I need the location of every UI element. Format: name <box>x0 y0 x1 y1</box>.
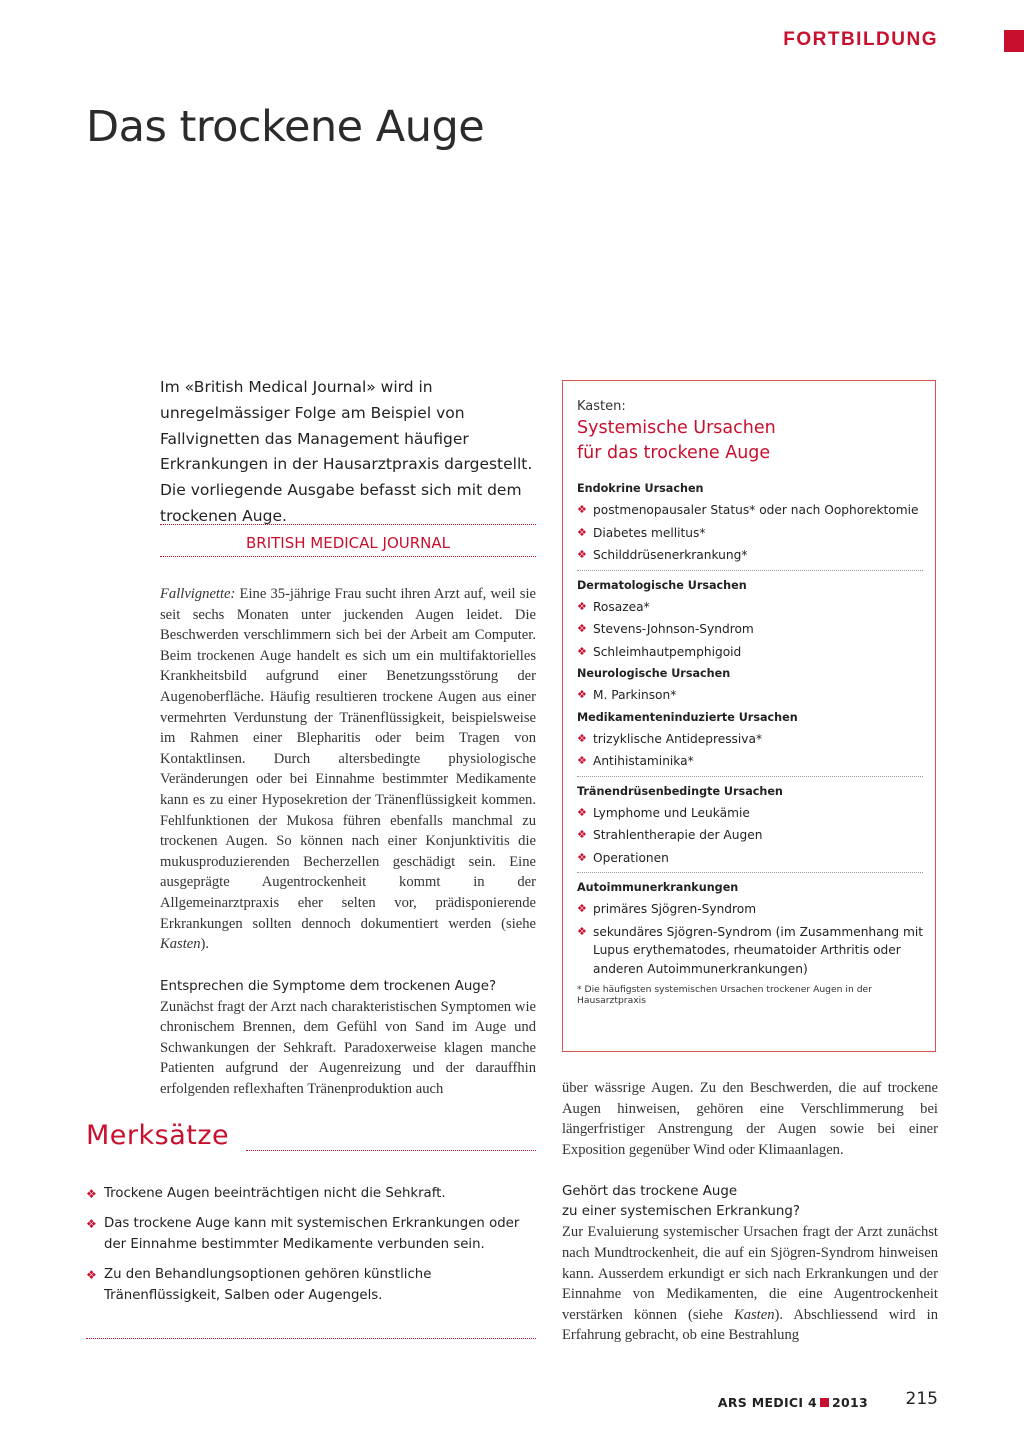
diamond-bullet-icon: ❖ <box>577 622 587 635</box>
diamond-bullet-icon: ❖ <box>86 1268 97 1282</box>
question-1-heading: Entsprechen die Symptome dem trockenen Auge? <box>160 978 497 994</box>
box-kicker: Kasten: <box>577 399 626 414</box>
diamond-bullet-icon: ❖ <box>577 525 587 539</box>
merksaetze-item: ❖ Das trockene Auge kann mit systemischen Erkrankungen oder der Einnahme bestimmter Medikamente verbunden sein. <box>86 1216 520 1252</box>
box-section-lacrimal <box>577 783 923 868</box>
divider-bottom <box>160 556 536 557</box>
footer-magazine-name: ARS MEDICI 4 <box>717 1395 817 1410</box>
merksaetze-title-rule <box>246 1150 536 1151</box>
question-1-text: Zunächst fragt der Arzt nach charakteristischen Symptomen wie chronischem Brennen, dem Gefühl von Sand im Auge und Schwankungen der Sehkraft. Paradoxerweise klagen manche Patienten aufgrund der Augenreizung und der darauffhin erfolgenden reflexhaften Tränenproduktion auch <box>160 998 536 1098</box>
merksaetze-item: ❖ Zu den Behandlungsoptionen gehören künstliche Tränenflüssigkeit, Salben oder Augengels. <box>86 1267 432 1303</box>
case-box-ref: Kasten <box>160 936 201 953</box>
lead-paragraph: Im «British Medical Journal» wird in unregelmässiger Folge am Beispiel von Fallvignetten das Management häufiger Erkrankungen in der Hausarztpraxis dargestellt. Die vorliegende Ausgabe befasst sich mit dem trockenen Auge. <box>160 378 533 525</box>
diamond-bullet-icon: ❖ <box>577 599 587 613</box>
diamond-bullet-icon: ❖ <box>577 805 587 819</box>
diamond-bullet-icon: ❖ <box>577 644 587 658</box>
box-divider <box>577 872 923 873</box>
box-section-dermatologic <box>577 577 923 662</box>
diamond-bullet-icon: ❖ <box>86 1217 97 1231</box>
question-2-heading-line-2: zu einer systemischen Erkrankung? <box>562 1204 800 1220</box>
diamond-bullet-icon: ❖ <box>86 1187 97 1201</box>
corner-marker <box>1004 30 1024 52</box>
box-list-item: ❖ primäres Sjögren-Syndrom <box>577 900 923 919</box>
box-list-item: ❖ Strahlentherapie der Augen <box>577 826 923 845</box>
diamond-bullet-icon: ❖ <box>577 850 587 864</box>
box-list-item: ❖ trizyklische Antidepressiva* <box>577 730 923 749</box>
divider-top <box>160 524 536 525</box>
page-number: 215 <box>905 1389 938 1409</box>
box-list-item: ❖ Stevens-Johnson-Syndrom <box>577 620 923 639</box>
box-list-item: ❖ postmenopausaler Status* oder nach Oophorektomie <box>577 501 923 520</box>
merksaetze-item: ❖ Trockene Augen beeinträchtigen nicht die Sehkraft. <box>86 1183 536 1204</box>
diamond-bullet-icon: ❖ <box>577 503 587 516</box>
footer-year: 2013 <box>832 1395 868 1410</box>
box-list-item: ❖ Operationen <box>577 849 923 868</box>
box-divider <box>577 776 923 777</box>
box-list-item: ❖ Antihistaminika* <box>577 752 923 771</box>
left-column <box>160 584 536 1100</box>
merksaetze-list <box>86 1183 536 1315</box>
merksaetze-bottom-rule <box>86 1338 536 1339</box>
box-list-item: ❖ Lymphome und Leukämie <box>577 804 923 823</box>
box-section-autoimmune <box>577 879 923 978</box>
box-section-heading: Autoimmunerkrankungen <box>577 881 739 894</box>
box-section-heading: Dermatologische Ursachen <box>577 578 747 592</box>
box-list-item: ❖ Schilddrüsenerkrankung* <box>577 546 923 565</box>
diamond-bullet-icon: ❖ <box>577 754 587 767</box>
diamond-bullet-icon: ❖ <box>577 548 587 561</box>
question-1-continuation: über wässrige Augen. Zu den Beschwerden, die auf trockene Augen hinweisen, gehören eine Verschlimmerung bei längerfristiger Anstrengung der Augen sowie bei einer Exposition gegenüber Wind oder Klimaanlagen. <box>562 1080 938 1158</box>
box-title-line-2: für das trockene Auge <box>577 443 771 463</box>
box-title-line-1: Systemische Ursachen <box>577 418 776 438</box>
diamond-bullet-icon: ❖ <box>577 731 587 745</box>
diamond-bullet-icon: ❖ <box>577 828 587 841</box>
box-footnote: * Die häufigsten systemischen Ursachen trockener Augen in der Hausarztpraxis <box>577 984 872 1006</box>
box-list-item: ❖ Rosazea* <box>577 598 923 617</box>
footer-square-icon <box>820 1398 829 1407</box>
box-section-heading: Medikamenteninduzierte Ursachen <box>577 710 798 724</box>
q2-box-ref: Kasten <box>733 1306 775 1323</box>
source-label: BRITISH MEDICAL JOURNAL <box>245 534 451 552</box>
box-section-medication <box>577 709 923 771</box>
diamond-bullet-icon: ❖ <box>577 924 587 938</box>
box-list-item: ❖ M. Parkinson* <box>577 686 923 705</box>
merksaetze-title: Merksätze <box>86 1120 230 1151</box>
box-section-heading: Endokrine Ursachen <box>577 482 704 495</box>
section-label: FORTBILDUNG <box>783 29 938 50</box>
question-2-text: Zur Evaluierung systemischer Ursachen fragt der Arzt zunächst nach Mundtrockenheit, die auf ein Sjögren-Syndrom hinweisen kann. Ausserdem erkundigt er sich nach Erkrankungen und der Einnahme von Medikamenten, die eine Augentrockenheit verstärken können (siehe Kasten). Abschliessend wird in Erfahrung gebracht, ob eine Bestrahlung <box>562 1224 939 1344</box>
box-section-heading: Tränendrüsenbedingte Ursachen <box>577 784 783 798</box>
box-divider <box>577 570 923 571</box>
case-label: Fallvignette: <box>160 586 236 602</box>
info-box <box>562 380 936 1052</box>
box-section-endocrine <box>577 480 923 565</box>
footer-magazine <box>718 1393 868 1413</box>
case-paragraph <box>160 584 536 955</box>
question-2-heading-line-1: Gehört das trockene Auge <box>562 1184 738 1200</box>
diamond-bullet-icon: ❖ <box>577 902 587 915</box>
case-end: ). <box>200 936 210 953</box>
box-list-item: ❖ Schleimhautpemphigoid <box>577 643 923 662</box>
case-text: Eine 35-jährige Frau sucht ihren Arzt auf, weil sie seit sechs Monaten unter juckenden Augen leidet. Die Beschwerden verschlimmern sich bei der Arbeit am Computer. Beim trockenen Auge handelt es sich um ein multifaktorielles Krankheitsbild aufgrund einer Benetzungsstörung der Augenoberfläche. Häufig resultieren trockene Augen aus einer vermehrten Verdunstung der Tränenflüssigkeit, beispielsweise im Rahmen einer Blepharitis oder beim Tragen von Kontaktlinsen. Durch altersbedingte physiologische Veränderungen oder bei Einnahme bestimmter Medikamente kann es zu einer Hyposekretion der Tränenflüssigkeit kommen. Fehlfunktionen der Mukosa führen ebenfalls manchmal zu trockenen Augen. So können nach einer Konjunktivitis die mukusproduzierenden Becherzellen geschädigt sein. Eine ausgeprägte Augentrockenheit kommt in der Allgemeinarztpraxis eher selten vor, prädisponierende Erkrankungen sollten dennoch dokumentiert werden (siehe <box>160 586 536 932</box>
diamond-bullet-icon: ❖ <box>577 688 587 701</box>
right-column <box>562 1078 938 1346</box>
box-list-item: ❖ Diabetes mellitus* <box>577 524 923 543</box>
box-section-neurologic <box>577 665 923 705</box>
box-section-heading: Neurologische Ursachen <box>577 667 731 680</box>
box-list-item: ❖ sekundäres Sjögren-Syndrom (im Zusammenhang mit Lupus erythematodes, rheumatoider Arthritis oder anderen Autoimmunerkrankungen) <box>577 924 923 976</box>
article-title: Das trockene Auge <box>86 102 485 152</box>
box-title <box>577 416 923 466</box>
